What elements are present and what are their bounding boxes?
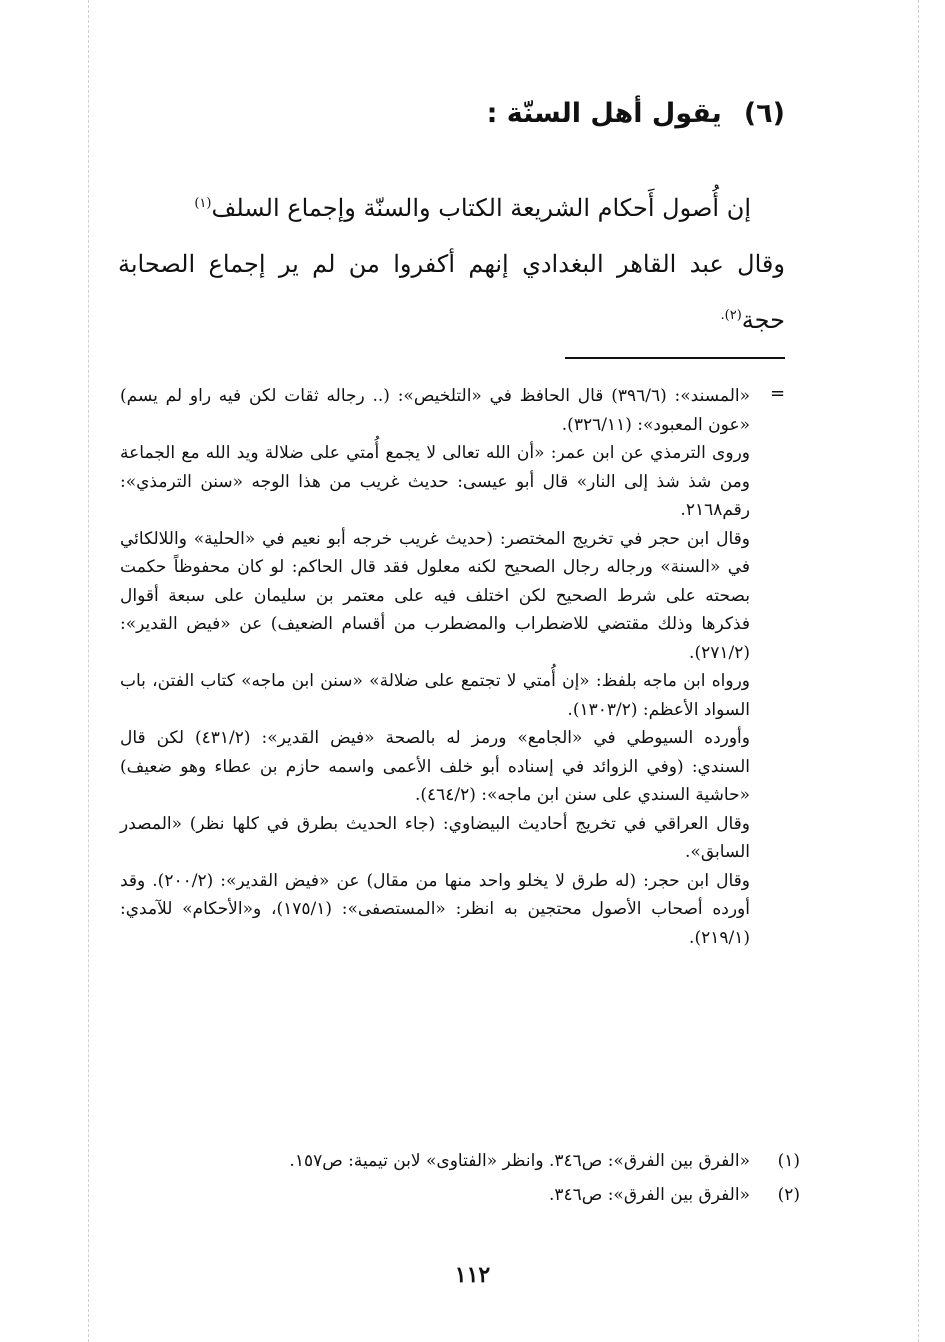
note-paragraph: وروى الترمذي عن ابن عمر: «أن الله تعالى لا يجمع أُمتي على ضلالة ويد الله مع الجماعة ومن شذ شذ إلى النار» قال أبو عيسى: حديث غريب من هذا الوجه «سنن الترمذي»: رقم٢١٦٨. bbox=[120, 443, 750, 520]
main-paragraph bbox=[118, 236, 785, 348]
page-number: ١١٢ bbox=[454, 1262, 491, 1288]
main-paragraph-text: وقال عبد القاهر البغدادي إنهم أكفروا من لم ير إجماع الصحابة حجة bbox=[118, 250, 785, 334]
note-paragraph: وقال ابن حجر في تخريج المختصر: (حديث غريب خرجه أبو نعيم في «الحلية» واللالكائي في «السنة» ورجاله رجال الصحيح لكنه معلول فقد قال الحاكم: لو كان محفوظاً حكمت بصحته على شرط الصحيح لكن اختلف فيه على معتمر بن سليمان على سبعة أقوال فذكرها وذلك مقتضي للاضطراب والمضطرب من أقسام الضعيف) عن «فيض القدير»: (٢٧١/٢). bbox=[120, 528, 751, 663]
footnote-text: «الفرق بين الفرق»: ص٣٤٦. bbox=[548, 1185, 750, 1205]
note-paragraph: وقال العراقي في تخريج أحاديث البيضاوي: (جاء الحديث بطرق في كلها نظر) «المصدر السابق». bbox=[120, 813, 750, 862]
note-paragraph: ورواه ابن ماجه بلفظ: «إن أُمتي لا تجتمع على ضلالة» «سنن ابن ماجه» كتاب الفتن، باب السواد الأعظم: (١٣٠٣/٢). bbox=[120, 671, 750, 720]
note-paragraph: «المسند»: (٣٩٦/٦) قال الحافظ في «التلخيص»: (.. رجاله ثقات لكن فيه راو لم يسم) «عون المعبود»: (٣٢٦/١١). bbox=[120, 386, 750, 435]
continued-footnote bbox=[120, 382, 750, 952]
footnote-ref: (٢). bbox=[720, 308, 742, 323]
footnote bbox=[130, 1181, 800, 1209]
footnote-separator bbox=[565, 357, 785, 359]
footnote-number: (١) bbox=[777, 1151, 800, 1171]
note-paragraph: وأورده السيوطي في «الجامع» ورمز له بالصحة «فيض القدير»: (٤٣١/٢) لكن قال السندي: (وفي الزوائد في إسناده أبو خلف الأعمى واسمه حازم بن عطاء وهو ضعيف) «حاشية السندي على سنن ابن ماجه»: (٤٦٤/٢). bbox=[120, 728, 750, 805]
section-heading bbox=[120, 98, 785, 129]
heading-title: يقول أهل السنّة : bbox=[486, 98, 722, 129]
main-paragraph bbox=[118, 180, 785, 236]
continuation-mark: = bbox=[770, 383, 786, 404]
footnote-text: «الفرق بين الفرق»: ص٣٤٦. وانظر «الفتاوى» لابن تيمية: ص١٥٧. bbox=[289, 1151, 750, 1171]
heading-number: (٦) bbox=[743, 98, 785, 129]
scan-guide-line bbox=[918, 0, 919, 1342]
main-paragraph-text: إن أُصول أَحكام الشريعة الكتاب والسنّة وإجماع السلف bbox=[211, 194, 751, 222]
note-paragraph: وقال ابن حجر: (له طرق لا يخلو واحد منها من مقال) عن «فيض القدير»: (٢٠٠/٢). وقد أورده أصحاب الأصول محتجين به انظر: «المستصفى»: (١٧٥/١)، و«الأحكام» للآمدي: (٢١٩/١). bbox=[120, 870, 750, 948]
main-text bbox=[118, 180, 785, 348]
footnote-ref: (١) bbox=[194, 196, 212, 211]
footnote-number: (٢) bbox=[777, 1185, 800, 1205]
scan-guide-line bbox=[88, 0, 89, 1342]
footnote bbox=[130, 1147, 800, 1175]
